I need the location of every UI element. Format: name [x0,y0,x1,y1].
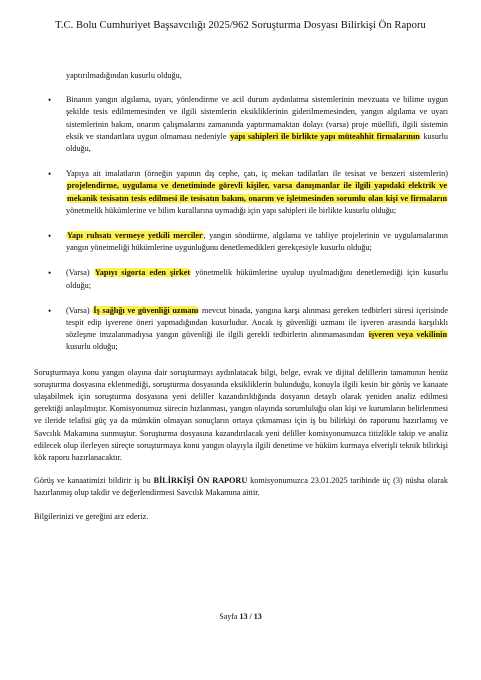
page-header: T.C. Bolu Cumhuriyet Başsavcılığı 2025/962 Soruşturma Dosyası Bilirkişi Ön Raporu [55,20,426,31]
list-item [34,94,448,155]
item-text: Yapıya ait imalatların (örneğin yapının dış cephe, çatı, iç mekan tadilatları ile tesisat ve benzeri sistemlerin) [66,169,448,179]
list-item [34,267,448,291]
highlighted-text: Yapıyı sigorta eden şirket [94,268,191,278]
conclusion-paragraph [34,475,448,499]
paragraph-text: Görüş ve kanaatimizi bildirir iş bu [34,476,154,486]
page-number-separator: / [247,612,254,621]
page-number-total: 13 [253,612,262,621]
continuation-line: yaptırılmadığından kusurlu olduğu, [66,71,182,80]
list-item [34,230,448,254]
list-item [34,305,448,354]
item-text: mevcut binada, yangına karşı alınması gereken tedbirleri süresi içerisinde tespit edip işverene öneri yapmadığından kusurludur. Ancak iş güvenliği uzmanı ile işveren arasında karşılıklı sözleşme imzalanmadıysa yangın güvenliği ile ilgili gerekli tedbirlerin alınmamasından [66,305,448,340]
item-text: kusurlu olduğu, [66,131,449,154]
page-number-prefix: Sayfa [219,612,240,621]
item-text: , yangın söndürme, algılama ve tahliye projelerinin ve uygulamalarının yangın yönetmeliği hükümlerine uygunluğunu denetlemedikleri gerekçesiyle kusurlu olduğu; [66,231,449,253]
item-text: yönetmelik hükümlerine ve bilim kurallarına uymadığı için yapı sahipleri ile birlikte kusurlu olduğu; [66,205,397,215]
closing-line: Bilgilerinizi ve gereğini arz ederiz. [34,511,149,521]
item-text: (Varsa) [66,305,93,315]
report-title-bold: BİLİRKİŞİ ÖN RAPORU [153,476,248,486]
list-item [34,168,448,217]
highlighted-text: Yapı ruhsatı vermeye yetkili merciler [67,231,203,241]
report-body [34,70,448,523]
page-footer [0,612,481,621]
item-text: kusurlu olduğu; [66,342,118,352]
item-text: (Varsa) [66,268,94,278]
item-text: Binanın yangın algılama, uyarı, yönlendirme ve acil durum aydınlatma sistemlerinin mevzuata ve bilime uygun şekilde tesis edilmemesinden ve ilgili sistemlerin eksikliklerinin giderilmemesinden, yangın algılama ve uyarı sistemlerinin bakım, onarım çalışmalarını zamanında yaptırmamaktan dolayı (varsa) proje müellifi, ilgili sistemin eksik ve standartlara uygun olmaması nedeniyle [66,95,448,141]
highlighted-text: yapı sahipleri ile birlikte yapı müteahhit firmalarının [230,131,420,141]
summary-paragraph: Soruşturmaya konu yangın olayına dair soruşturmayı aydınlatacak bilgi, belge, evrak ve dijital delillerin tamamının henüz soruşturma dosyasına eklenmediği, soruşturma dosyasında eksikliklerin bulunduğu, konuyla ilgili kesin bir görüş ve kanaate ulaşabilmek için soruşturma dosyasına yeni deliller kazandırıldığında dosyanın detaylı olarak yeniden analiz edilmesi gerektiği anlaşılmıştır. Komisyonumuz sürecin hızlanması, yangın olayında sorumluluğu olan kişi ve kurumların belirlenmesi ve ileride telafisi güç ya da mümkün olmayan sonuçların ortaya çıkmaması için iş bu bilirkişi ön raporunu hazırlamış ve Savcılık Makamına sunmuştur. Soruşturma dosyasına kazandırılacak yeni deliller komisyonumuzca titizlikle takip ve analiz edilecek olup ilerleyen süreçte soruşturmaya konu yangın olayıyla ilgili denetime ve hüküm kurmaya elverişli teknik bilirkişi kök raporu hazırlanacaktır. [34,367,448,463]
page-number-current: 13 [239,612,248,621]
paragraph-text: komisyonumuzca 23.01.2025 tarihinde üç (3) nüsha olarak hazırlanmış olup takdir ve değerlendirmesi Savcılık Makamına aittir. [34,476,448,498]
item-text: yönetmelik hükümlerine uyulup uyulmadığını denetlemediği için kusurlu olduğu; [66,268,449,290]
highlighted-text: İş sağlığı ve güvenliği uzmanı [93,305,199,315]
highlighted-text: projelendirme, uygulama ve denetiminde görevli kişiler, varsa danışmanlar ile ilgili yapıdaki elektrik ve mekanik tesisatın tesis edilmesi ile tesisatın bakım, onarım ve işletmesinden sorumlu olan kişi ve firmaların [67,181,447,203]
findings-list [34,94,448,353]
highlighted-text: işveren veya vekilinin [368,330,447,340]
